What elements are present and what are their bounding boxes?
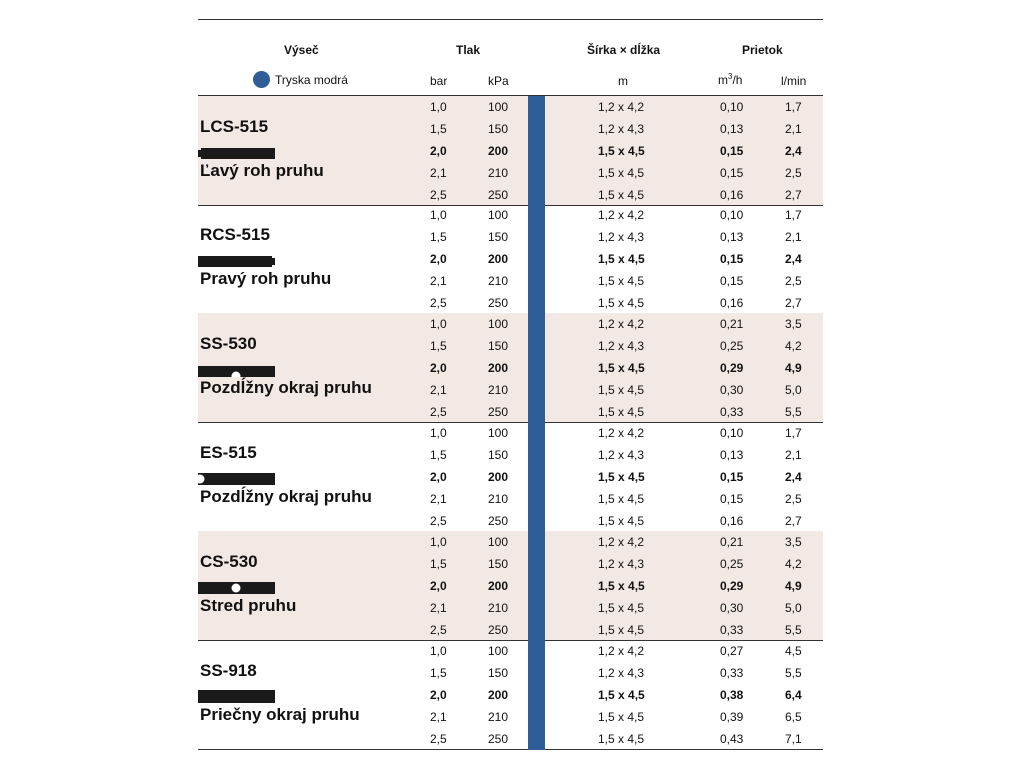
- sector-description: Pravý roh pruhu: [200, 269, 332, 288]
- flow-m3h: 0,16: [720, 296, 744, 310]
- flow-m3h: 0,15: [720, 166, 744, 180]
- header-flow: Prietok: [742, 43, 783, 57]
- table-row: [198, 728, 823, 750]
- sector-model: LCS-515: [200, 117, 269, 136]
- pressure-bar: 1,0: [430, 208, 447, 222]
- sector-group: [198, 204, 823, 314]
- blue-nozzle-icon: [253, 71, 270, 88]
- pressure-bar: 2,5: [430, 514, 447, 528]
- table-row: [198, 270, 823, 292]
- flow-lmin: 4,9: [785, 361, 802, 375]
- flow-m3h: 0,30: [720, 383, 744, 397]
- unit-lmin: l/min: [781, 74, 807, 88]
- pressure-bar: 1,0: [430, 644, 447, 658]
- sector-group: [198, 531, 823, 641]
- flow-m3h: 0,13: [720, 448, 744, 462]
- pressure-kpa: 250: [488, 405, 509, 419]
- dimension: 1,5 x 4,5: [598, 492, 645, 506]
- pressure-kpa: 210: [488, 492, 509, 506]
- pressure-kpa: 150: [488, 230, 509, 244]
- header-sector: Výseč: [284, 43, 319, 57]
- flow-m3h: 0,10: [720, 100, 744, 114]
- table-row: [198, 140, 823, 162]
- sector-description: Pozdĺžny okraj pruhu: [200, 487, 372, 506]
- flow-lmin: 5,5: [785, 405, 802, 419]
- dimension: 1,5 x 4,5: [598, 579, 645, 593]
- table-row: [198, 684, 823, 706]
- pressure-kpa: 150: [488, 448, 509, 462]
- flow-lmin: 2,7: [785, 188, 802, 202]
- flow-lmin: 5,0: [785, 383, 802, 397]
- dimension: 1,2 x 4,3: [598, 339, 645, 353]
- flow-m3h: 0,33: [720, 405, 744, 419]
- flow-lmin: 3,5: [785, 317, 802, 331]
- pressure-bar: 2,1: [430, 601, 447, 615]
- dimension: 1,5 x 4,5: [598, 514, 645, 528]
- pressure-kpa: 200: [488, 252, 509, 266]
- flow-lmin: 5,0: [785, 601, 802, 615]
- flow-m3h: 0,15: [720, 252, 744, 266]
- dimension: 1,5 x 4,5: [598, 252, 645, 266]
- top-rule: [198, 19, 823, 20]
- flow-lmin: 2,7: [785, 296, 802, 310]
- pressure-kpa: 100: [488, 426, 509, 440]
- pressure-kpa: 210: [488, 601, 509, 615]
- table-row: [198, 553, 823, 575]
- flow-lmin: 2,7: [785, 514, 802, 528]
- sector-description: Ľavý roh pruhu: [200, 161, 324, 180]
- dimension: 1,2 x 4,2: [598, 100, 645, 114]
- pressure-kpa: 100: [488, 208, 509, 222]
- flow-m3h: 0,13: [720, 230, 744, 244]
- pressure-kpa: 210: [488, 274, 509, 288]
- unit-m: m: [618, 74, 628, 88]
- flow-m3h: 0,15: [720, 144, 744, 158]
- flow-lmin: 6,4: [785, 688, 802, 702]
- pressure-kpa: 150: [488, 557, 509, 571]
- table-row: [198, 248, 823, 270]
- pressure-bar: 1,5: [430, 448, 447, 462]
- flow-m3h: 0,16: [720, 188, 744, 202]
- pressure-kpa: 200: [488, 144, 509, 158]
- sector-description: Stred pruhu: [200, 596, 297, 615]
- table-row: [198, 204, 823, 226]
- table-row: [198, 422, 823, 444]
- dimension: 1,5 x 4,5: [598, 623, 645, 637]
- sector-model: CS-530: [200, 552, 258, 571]
- dimension: 1,5 x 4,5: [598, 601, 645, 615]
- flow-lmin: 4,9: [785, 579, 802, 593]
- dimension: 1,2 x 4,2: [598, 208, 645, 222]
- dimension: 1,5 x 4,5: [598, 144, 645, 158]
- flow-m3h: 0,33: [720, 623, 744, 637]
- table-row: [198, 575, 823, 597]
- pressure-kpa: 150: [488, 122, 509, 136]
- pressure-bar: 2,5: [430, 623, 447, 637]
- pressure-bar: 1,0: [430, 535, 447, 549]
- header-pressure: Tlak: [456, 43, 481, 57]
- flow-m3h: 0,29: [720, 579, 744, 593]
- table-row: [198, 401, 823, 423]
- flow-m3h: 0,25: [720, 557, 744, 571]
- flow-lmin: 4,5: [785, 644, 802, 658]
- dimension: 1,5 x 4,5: [598, 470, 645, 484]
- flow-lmin: 1,7: [785, 208, 802, 222]
- dimension: 1,5 x 4,5: [598, 383, 645, 397]
- pressure-kpa: 150: [488, 339, 509, 353]
- flow-lmin: 2,1: [785, 122, 802, 136]
- table-row: [198, 313, 823, 335]
- pressure-kpa: 250: [488, 514, 509, 528]
- flow-lmin: 2,5: [785, 166, 802, 180]
- table-row: [198, 184, 823, 206]
- table-row: [198, 640, 823, 662]
- flow-m3h: 0,15: [720, 470, 744, 484]
- table-row: [198, 162, 823, 184]
- flow-m3h: 0,15: [720, 274, 744, 288]
- table-row: [198, 510, 823, 532]
- pressure-bar: 2,0: [430, 688, 447, 702]
- flow-lmin: 1,7: [785, 426, 802, 440]
- flow-lmin: 2,4: [785, 470, 802, 484]
- flow-m3h: 0,25: [720, 339, 744, 353]
- unit-kpa: kPa: [488, 74, 509, 88]
- pressure-bar: 2,0: [430, 579, 447, 593]
- pressure-kpa: 100: [488, 100, 509, 114]
- flow-lmin: 1,7: [785, 100, 802, 114]
- table-row: [198, 292, 823, 314]
- pressure-bar: 1,0: [430, 426, 447, 440]
- dimension: 1,5 x 4,5: [598, 361, 645, 375]
- sector-group: [198, 313, 823, 423]
- pressure-bar: 2,5: [430, 188, 447, 202]
- table-row: [198, 619, 823, 641]
- dimension: 1,2 x 4,2: [598, 426, 645, 440]
- table-row: [198, 357, 823, 379]
- flow-lmin: 4,2: [785, 557, 802, 571]
- dimension: 1,5 x 4,5: [598, 732, 645, 746]
- pressure-kpa: 210: [488, 710, 509, 724]
- pressure-bar: 2,1: [430, 166, 447, 180]
- flow-m3h: 0,33: [720, 666, 744, 680]
- dimension: 1,5 x 4,5: [598, 405, 645, 419]
- flow-m3h: 0,16: [720, 514, 744, 528]
- pressure-bar: 1,5: [430, 666, 447, 680]
- pressure-bar: 1,5: [430, 122, 447, 136]
- flow-lmin: 5,5: [785, 623, 802, 637]
- pressure-bar: 2,5: [430, 405, 447, 419]
- pressure-kpa: 100: [488, 535, 509, 549]
- pressure-bar: 1,0: [430, 100, 447, 114]
- pressure-bar: 2,1: [430, 383, 447, 397]
- table-row: [198, 96, 823, 118]
- dimension: 1,2 x 4,3: [598, 557, 645, 571]
- nozzle-table-sheet: [198, 0, 823, 768]
- flow-lmin: 3,5: [785, 535, 802, 549]
- pressure-kpa: 250: [488, 296, 509, 310]
- flow-m3h: 0,43: [720, 732, 744, 746]
- pressure-kpa: 200: [488, 361, 509, 375]
- sector-group: [198, 95, 823, 206]
- table-row: [198, 597, 823, 619]
- pressure-bar: 2,5: [430, 296, 447, 310]
- unit-bar: bar: [430, 74, 448, 88]
- table-row: [198, 531, 823, 553]
- pressure-kpa: 250: [488, 732, 509, 746]
- flow-lmin: 2,4: [785, 252, 802, 266]
- pressure-kpa: 200: [488, 688, 509, 702]
- sector-group: [198, 422, 823, 532]
- flow-lmin: 7,1: [785, 732, 802, 746]
- pressure-kpa: 150: [488, 666, 509, 680]
- pressure-bar: 2,0: [430, 144, 447, 158]
- flow-m3h: 0,30: [720, 601, 744, 615]
- sector-model: RCS-515: [200, 225, 270, 244]
- sector-description: Pozdĺžny okraj pruhu: [200, 378, 372, 397]
- pressure-bar: 1,0: [430, 317, 447, 331]
- dimension: 1,2 x 4,3: [598, 122, 645, 136]
- dimension: 1,5 x 4,5: [598, 710, 645, 724]
- table-row: [198, 379, 823, 401]
- dimension: 1,2 x 4,2: [598, 644, 645, 658]
- sector-description: Priečny okraj pruhu: [200, 705, 360, 724]
- pressure-kpa: 200: [488, 470, 509, 484]
- pressure-kpa: 100: [488, 644, 509, 658]
- pressure-bar: 2,0: [430, 470, 447, 484]
- sector-group: [198, 640, 823, 750]
- header-dimension: Šírka × dĺžka: [587, 43, 661, 57]
- flow-m3h: 0,27: [720, 644, 744, 658]
- dimension: 1,5 x 4,5: [598, 296, 645, 310]
- table-row: [198, 118, 823, 140]
- nozzle-label: Tryska modrá: [275, 73, 348, 87]
- pressure-bar: 2,0: [430, 252, 447, 266]
- table-row: [198, 444, 823, 466]
- flow-m3h: 0,38: [720, 688, 744, 702]
- flow-lmin: 2,4: [785, 144, 802, 158]
- sector-model: ES-515: [200, 443, 257, 462]
- flow-m3h: 0,39: [720, 710, 744, 724]
- pressure-kpa: 250: [488, 188, 509, 202]
- pressure-bar: 1,5: [430, 557, 447, 571]
- pressure-bar: 1,5: [430, 339, 447, 353]
- flow-lmin: 2,1: [785, 230, 802, 244]
- table-row: [198, 488, 823, 510]
- pressure-kpa: 200: [488, 579, 509, 593]
- unit-m3h: $m^3/h$: [718, 72, 743, 87]
- flow-m3h: 0,10: [720, 208, 744, 222]
- pressure-bar: 2,0: [430, 361, 447, 375]
- table-row: [198, 706, 823, 728]
- dimension: 1,5 x 4,5: [598, 274, 645, 288]
- flow-m3h: 0,29: [720, 361, 744, 375]
- flow-lmin: 5,5: [785, 666, 802, 680]
- table-row: [198, 662, 823, 684]
- pressure-kpa: 250: [488, 623, 509, 637]
- pressure-kpa: 210: [488, 383, 509, 397]
- flow-lmin: 6,5: [785, 710, 802, 724]
- flow-m3h: 0,15: [720, 492, 744, 506]
- dimension: 1,2 x 4,3: [598, 230, 645, 244]
- dimension: 1,2 x 4,2: [598, 317, 645, 331]
- blue-nozzle-column-bar: [528, 96, 545, 750]
- table-row: [198, 335, 823, 357]
- flow-lmin: 4,2: [785, 339, 802, 353]
- sector-model: SS-530: [200, 334, 257, 353]
- flow-lmin: 2,1: [785, 448, 802, 462]
- flow-lmin: 2,5: [785, 274, 802, 288]
- dimension: 1,5 x 4,5: [598, 188, 645, 202]
- flow-lmin: 2,5: [785, 492, 802, 506]
- dimension: 1,5 x 4,5: [598, 166, 645, 180]
- table-row: [198, 466, 823, 488]
- pressure-bar: 2,1: [430, 274, 447, 288]
- dimension: 1,2 x 4,3: [598, 448, 645, 462]
- pressure-bar: 2,1: [430, 492, 447, 506]
- pressure-kpa: 210: [488, 166, 509, 180]
- pressure-bar: 2,1: [430, 710, 447, 724]
- pressure-kpa: 100: [488, 317, 509, 331]
- flow-m3h: 0,10: [720, 426, 744, 440]
- table-row: [198, 226, 823, 248]
- dimension: 1,2 x 4,2: [598, 535, 645, 549]
- dimension: 1,2 x 4,3: [598, 666, 645, 680]
- pressure-bar: 1,5: [430, 230, 447, 244]
- pressure-bar: 2,5: [430, 732, 447, 746]
- sector-model: SS-918: [200, 661, 257, 680]
- flow-m3h: 0,21: [720, 535, 744, 549]
- flow-m3h: 0,13: [720, 122, 744, 136]
- dimension: 1,5 x 4,5: [598, 688, 645, 702]
- flow-m3h: 0,21: [720, 317, 744, 331]
